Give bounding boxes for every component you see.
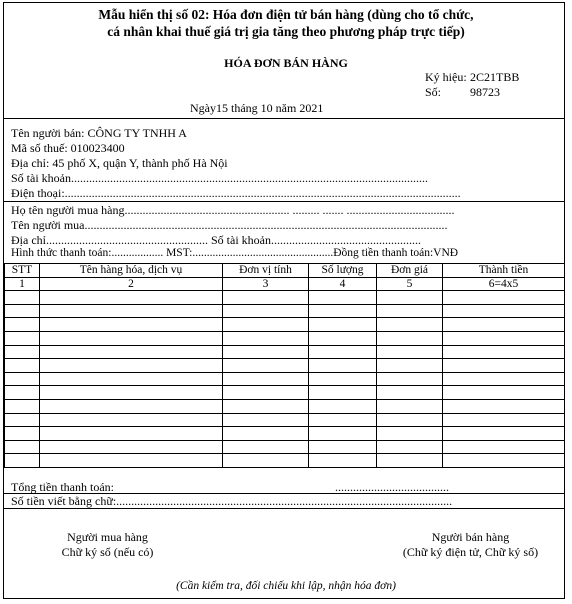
seller-address: Địa chỉ: 45 phố X, quận Y, thành phố Hà Nội bbox=[11, 156, 228, 170]
header-amount: Thành tiền bbox=[443, 264, 565, 278]
table-cell bbox=[40, 454, 223, 468]
total-label: Tổng tiền thanh toán: bbox=[11, 480, 114, 494]
table-cell bbox=[5, 345, 40, 359]
table-cell bbox=[443, 399, 565, 413]
table-cell bbox=[309, 331, 377, 345]
table-row bbox=[5, 372, 565, 386]
buyer-payment: Hình thức thanh toán:.................. MST:.................................................Đồng tiền thanh toán:VNĐ bbox=[11, 247, 459, 259]
seller-signature-title: Người bán hàng bbox=[431, 530, 510, 544]
seller-name: Tên người bán: CÔNG TY TNHH A bbox=[11, 126, 187, 140]
table-row bbox=[5, 413, 565, 427]
table-cell bbox=[40, 427, 223, 441]
table-cell bbox=[5, 427, 40, 441]
index-cell: 6=4x5 bbox=[443, 277, 565, 291]
table-row bbox=[5, 454, 565, 468]
number-value: 98723 bbox=[470, 85, 500, 99]
table-cell bbox=[223, 372, 309, 386]
table-cell bbox=[377, 440, 443, 454]
number-label: Số: bbox=[425, 85, 442, 99]
table-cell bbox=[5, 291, 40, 305]
seller-phone: Điện thoại:.................................................................................................................................... bbox=[11, 186, 461, 200]
table-cell bbox=[309, 359, 377, 373]
table-cell bbox=[5, 440, 40, 454]
table-cell bbox=[309, 345, 377, 359]
table-cell bbox=[377, 427, 443, 441]
table-row bbox=[5, 427, 565, 441]
buyer-signature-note: Chữ ký số (nếu có) bbox=[61, 545, 154, 559]
table-row bbox=[5, 318, 565, 332]
table-cell bbox=[443, 454, 565, 468]
table-cell bbox=[309, 372, 377, 386]
table-cell bbox=[309, 427, 377, 441]
table-cell bbox=[223, 291, 309, 305]
table-row bbox=[5, 386, 565, 400]
table-cell bbox=[309, 454, 377, 468]
table-cell bbox=[40, 318, 223, 332]
table-row bbox=[5, 345, 565, 359]
table-cell bbox=[377, 413, 443, 427]
table-cell bbox=[443, 372, 565, 386]
table-cell bbox=[443, 413, 565, 427]
table-cell bbox=[377, 318, 443, 332]
table-cell bbox=[40, 359, 223, 373]
table-cell bbox=[223, 359, 309, 373]
table-cell bbox=[377, 454, 443, 468]
table-cell bbox=[377, 399, 443, 413]
buyer-company: Tên người mua......................................................................................................................... bbox=[11, 218, 448, 232]
buyer-address: Địa chỉ...................................................... Số tài khoản.................................................. bbox=[11, 233, 421, 247]
table-cell bbox=[40, 331, 223, 345]
table-cell bbox=[309, 440, 377, 454]
header-unit: Đơn vị tính bbox=[223, 264, 309, 278]
table-row bbox=[5, 291, 565, 305]
table-cell bbox=[223, 413, 309, 427]
table-cell bbox=[377, 372, 443, 386]
table-cell bbox=[223, 331, 309, 345]
table-cell bbox=[377, 331, 443, 345]
table-cell bbox=[377, 345, 443, 359]
table-cell bbox=[309, 413, 377, 427]
table-cell bbox=[443, 318, 565, 332]
table-cell bbox=[309, 386, 377, 400]
table-cell bbox=[223, 345, 309, 359]
template-title-line-1: Mẫu hiển thị số 02: Hóa đơn điện tử bán hàng (dùng cho tổ chức, bbox=[98, 7, 474, 22]
table-cell bbox=[5, 413, 40, 427]
header-quantity: Số lượng bbox=[309, 264, 377, 278]
table-cell bbox=[377, 291, 443, 305]
separator bbox=[4, 118, 564, 119]
table-cell bbox=[377, 304, 443, 318]
header-unit-price: Đơn giá bbox=[377, 264, 443, 278]
table-cell bbox=[40, 372, 223, 386]
table-cell bbox=[223, 304, 309, 318]
table-cell bbox=[223, 399, 309, 413]
header-stt: STT bbox=[5, 264, 40, 278]
footer-note: (Cần kiểm tra, đối chiếu khi lập, nhận hóa đơn) bbox=[176, 580, 396, 592]
table-cell bbox=[223, 318, 309, 332]
table-cell bbox=[377, 386, 443, 400]
symbol-label: Ký hiệu: bbox=[425, 70, 467, 84]
table-cell bbox=[40, 291, 223, 305]
table-cell bbox=[223, 386, 309, 400]
seller-signature-note: (Chữ ký điện tử, Chữ ký số) bbox=[402, 545, 539, 559]
table-cell bbox=[223, 427, 309, 441]
template-title-line-2: cá nhân khai thuế giá trị gia tăng theo phương pháp trực tiếp) bbox=[107, 24, 465, 39]
index-cell: 1 bbox=[5, 277, 40, 291]
table-cell bbox=[377, 359, 443, 373]
index-cell: 3 bbox=[223, 277, 309, 291]
table-cell bbox=[5, 399, 40, 413]
table-row bbox=[5, 440, 565, 454]
table-row bbox=[5, 304, 565, 318]
total-value: ...................................... bbox=[335, 480, 449, 494]
table-cell bbox=[5, 386, 40, 400]
index-cell: 2 bbox=[40, 277, 223, 291]
invoice-title: HÓA ĐƠN BÁN HÀNG bbox=[224, 56, 348, 70]
amount-in-words: Số tiền viết bằng chữ:................................................................................................................ bbox=[11, 494, 453, 508]
table-row bbox=[5, 359, 565, 373]
table-header-row bbox=[5, 264, 565, 278]
seller-tax-code: Mã số thuế: 010023400 bbox=[11, 141, 125, 155]
table-cell bbox=[443, 291, 565, 305]
table-cell bbox=[443, 386, 565, 400]
table-row bbox=[5, 399, 565, 413]
table-cell bbox=[40, 386, 223, 400]
table-cell bbox=[443, 304, 565, 318]
separator bbox=[4, 508, 564, 509]
table-cell bbox=[5, 359, 40, 373]
table-cell bbox=[223, 454, 309, 468]
table-row bbox=[5, 331, 565, 345]
table-cell bbox=[309, 291, 377, 305]
table-cell bbox=[443, 440, 565, 454]
invoice-date: Ngày15 tháng 10 năm 2021 bbox=[190, 101, 324, 115]
seller-account: Số tài khoản....................................................................................................................... bbox=[11, 171, 428, 185]
table-cell bbox=[5, 454, 40, 468]
table-cell bbox=[443, 359, 565, 373]
table-cell bbox=[40, 440, 223, 454]
table-cell bbox=[5, 372, 40, 386]
table-cell bbox=[40, 399, 223, 413]
table-cell bbox=[40, 345, 223, 359]
items-table bbox=[4, 263, 565, 468]
index-cell: 4 bbox=[309, 277, 377, 291]
index-cell: 5 bbox=[377, 277, 443, 291]
table-cell bbox=[5, 304, 40, 318]
table-cell bbox=[443, 427, 565, 441]
table-cell bbox=[443, 331, 565, 345]
table-cell bbox=[309, 399, 377, 413]
symbol-value: 2C21TBB bbox=[470, 70, 520, 84]
table-cell bbox=[309, 304, 377, 318]
table-cell bbox=[443, 345, 565, 359]
separator bbox=[4, 201, 564, 202]
table-cell bbox=[309, 318, 377, 332]
table-index-row bbox=[5, 277, 565, 291]
table-cell bbox=[223, 440, 309, 454]
buyer-signature-title: Người mua hàng bbox=[67, 530, 148, 544]
table-cell bbox=[40, 304, 223, 318]
table-cell bbox=[5, 318, 40, 332]
table-cell bbox=[5, 331, 40, 345]
buyer-name: Họ tên người mua hàng....................................................... ......... ....... .................................... bbox=[11, 203, 455, 217]
header-item-name: Tên hàng hóa, dịch vụ bbox=[40, 264, 223, 278]
table-cell bbox=[40, 413, 223, 427]
